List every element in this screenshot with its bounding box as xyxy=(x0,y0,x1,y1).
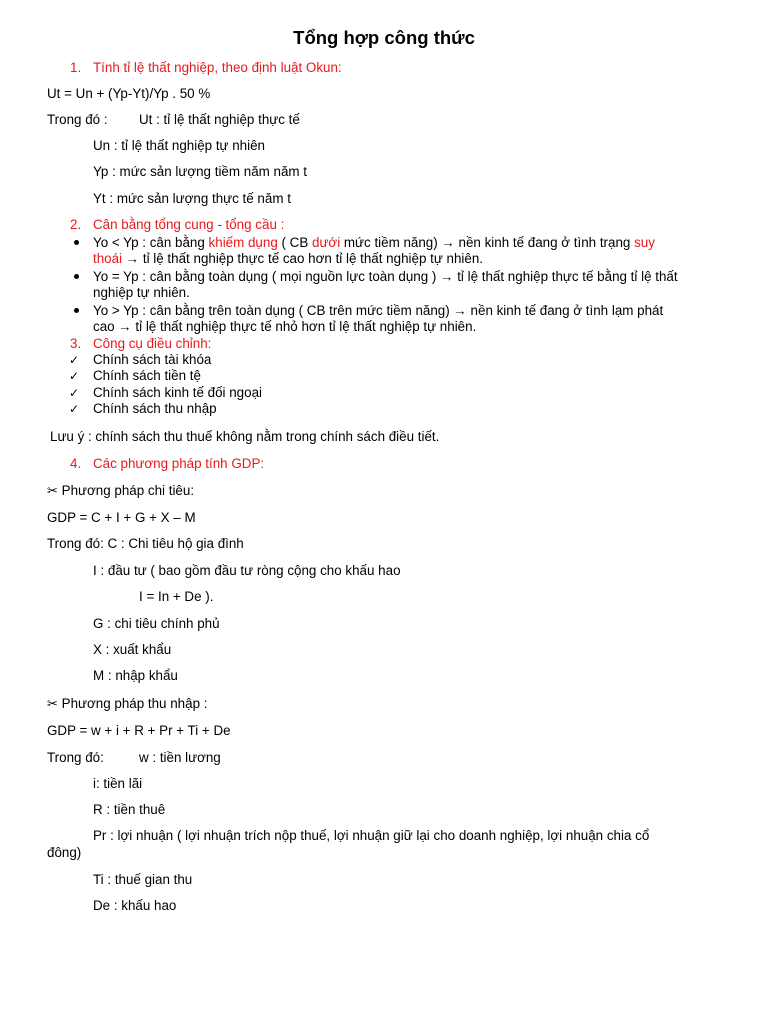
section-1-heading: Tính tỉ lệ thất nghiệp, theo định luật Okun: xyxy=(93,60,342,75)
tool-item: Chính sách thu nhập xyxy=(93,401,217,416)
definition-pr: Pr : lợi nhuận ( lợi nhuận trích nộp thuế, lợi nhuận giữ lại cho doanh nghiệp, lợi nhuận chia cổ xyxy=(93,828,650,843)
section-2-heading: Cân bằng tổng cung - tổng cầu : xyxy=(93,217,285,232)
section-3-number: 3. xyxy=(70,336,82,351)
section-2-number: 2. xyxy=(70,217,82,232)
bullet-1-line-2 xyxy=(93,251,483,267)
gdp-income-formula: GDP = w + i + R + Pr + Ti + De xyxy=(47,723,231,738)
bullet-3-line-2: cao → tỉ lệ thất nghiệp thực tế nhỏ hơn tỉ lệ thất nghiệp tự nhiên. xyxy=(93,319,477,334)
note: Lưu ý : chính sách thu thuế không nằm trong chính sách điều tiết. xyxy=(50,429,440,444)
text-run-red: khiếm dụng xyxy=(208,235,278,250)
bullet-3-line-1: Yo > Yp : cân bằng trên toàn dụng ( CB trên mức tiềm năng) → nền kinh tế đang ở tình lạm phát xyxy=(93,303,664,318)
method-title-text: Phương pháp chi tiêu: xyxy=(61,483,195,498)
text-run: mức tiềm năng) → nền kinh tế đang ở tình trạng xyxy=(340,235,635,250)
text-run-red: dưới xyxy=(312,235,341,250)
text-run-red: thoái xyxy=(93,251,123,266)
checkmark-icon: ✓ xyxy=(69,402,80,416)
method-income-title xyxy=(47,696,207,713)
where-label: Trong đó: xyxy=(47,750,104,765)
definition-i-interest: i: tiền lãi xyxy=(93,776,143,791)
gdp-expenditure-formula: GDP = C + I + G + X – M xyxy=(47,510,196,525)
checkmark-icon: ✓ xyxy=(69,353,80,367)
checkmark-icon: ✓ xyxy=(69,369,80,383)
definition-pr-cont: đông) xyxy=(47,845,82,860)
definition-c: Trong đó: C : Chi tiêu hộ gia đình xyxy=(47,536,244,551)
definition-ut: Ut : tỉ lệ thất nghiệp thực tế xyxy=(139,112,300,127)
scissors-icon: ✂ xyxy=(47,697,58,712)
definition-de: De : khấu hao xyxy=(93,898,177,913)
checkmark-icon: ✓ xyxy=(69,386,80,400)
text-run-red: suy xyxy=(634,235,655,250)
text-run: Yo < Yp : cân bằng xyxy=(93,235,209,250)
method-title-text: Phương pháp thu nhập : xyxy=(61,696,208,711)
definition-yt: Yt : mức sản lượng thực tế năm t xyxy=(93,191,291,206)
bullet-2-line-2: nghiệp tự nhiên. xyxy=(93,285,190,300)
bullet-1-line-1 xyxy=(93,235,655,251)
section-4-number: 4. xyxy=(70,456,82,471)
definition-i: I : đầu tư ( bao gồm đầu tư ròng cộng cho khấu hao xyxy=(93,563,401,578)
section-1-number: 1. xyxy=(70,60,82,75)
okun-formula: Ut = Un + (Yp-Yt)/Yp . 50 % xyxy=(47,86,211,101)
definition-un: Un : tỉ lệ thất nghiệp tự nhiên xyxy=(93,138,265,153)
definition-w: w : tiền lương xyxy=(139,750,221,765)
where-label: Trong đó : xyxy=(47,112,108,127)
bullet-dot xyxy=(74,274,79,279)
bullet-2-line-1: Yo = Yp : cân bằng toàn dụng ( mọi nguồn lực toàn dụng ) → tỉ lệ thất nghiệp thực tế bằng tỉ lệ thất xyxy=(93,269,678,284)
definition-x: X : xuất khẩu xyxy=(93,642,172,657)
page-title: Tổng hợp công thức xyxy=(293,27,475,48)
section-3-heading: Công cụ điều chỉnh: xyxy=(93,336,212,351)
definition-ti: Ti : thuế gian thu xyxy=(93,872,193,887)
definition-i-formula: I = In + De ). xyxy=(139,589,214,604)
definition-yp: Yp : mức sản lượng tiềm năm năm t xyxy=(93,164,308,179)
definition-r: R : tiền thuê xyxy=(93,802,166,817)
method-expenditure-title xyxy=(47,483,194,500)
bullet-dot xyxy=(74,308,79,313)
text-run: → tỉ lệ thất nghiệp thực tế cao hơn tỉ lệ thất nghiệp tự nhiên. xyxy=(122,251,483,266)
tool-item: Chính sách tiền tệ xyxy=(93,368,201,383)
section-4-heading: Các phương pháp tính GDP: xyxy=(93,456,265,471)
bullet-dot xyxy=(74,240,79,245)
tool-item: Chính sách kinh tế đối ngoại xyxy=(93,385,262,400)
definition-g: G : chi tiêu chính phủ xyxy=(93,616,220,631)
text-run: ( CB xyxy=(277,235,313,250)
tool-item: Chính sách tài khóa xyxy=(93,352,212,367)
definition-m: M : nhập khẩu xyxy=(93,668,178,683)
scissors-icon: ✂ xyxy=(47,484,58,499)
